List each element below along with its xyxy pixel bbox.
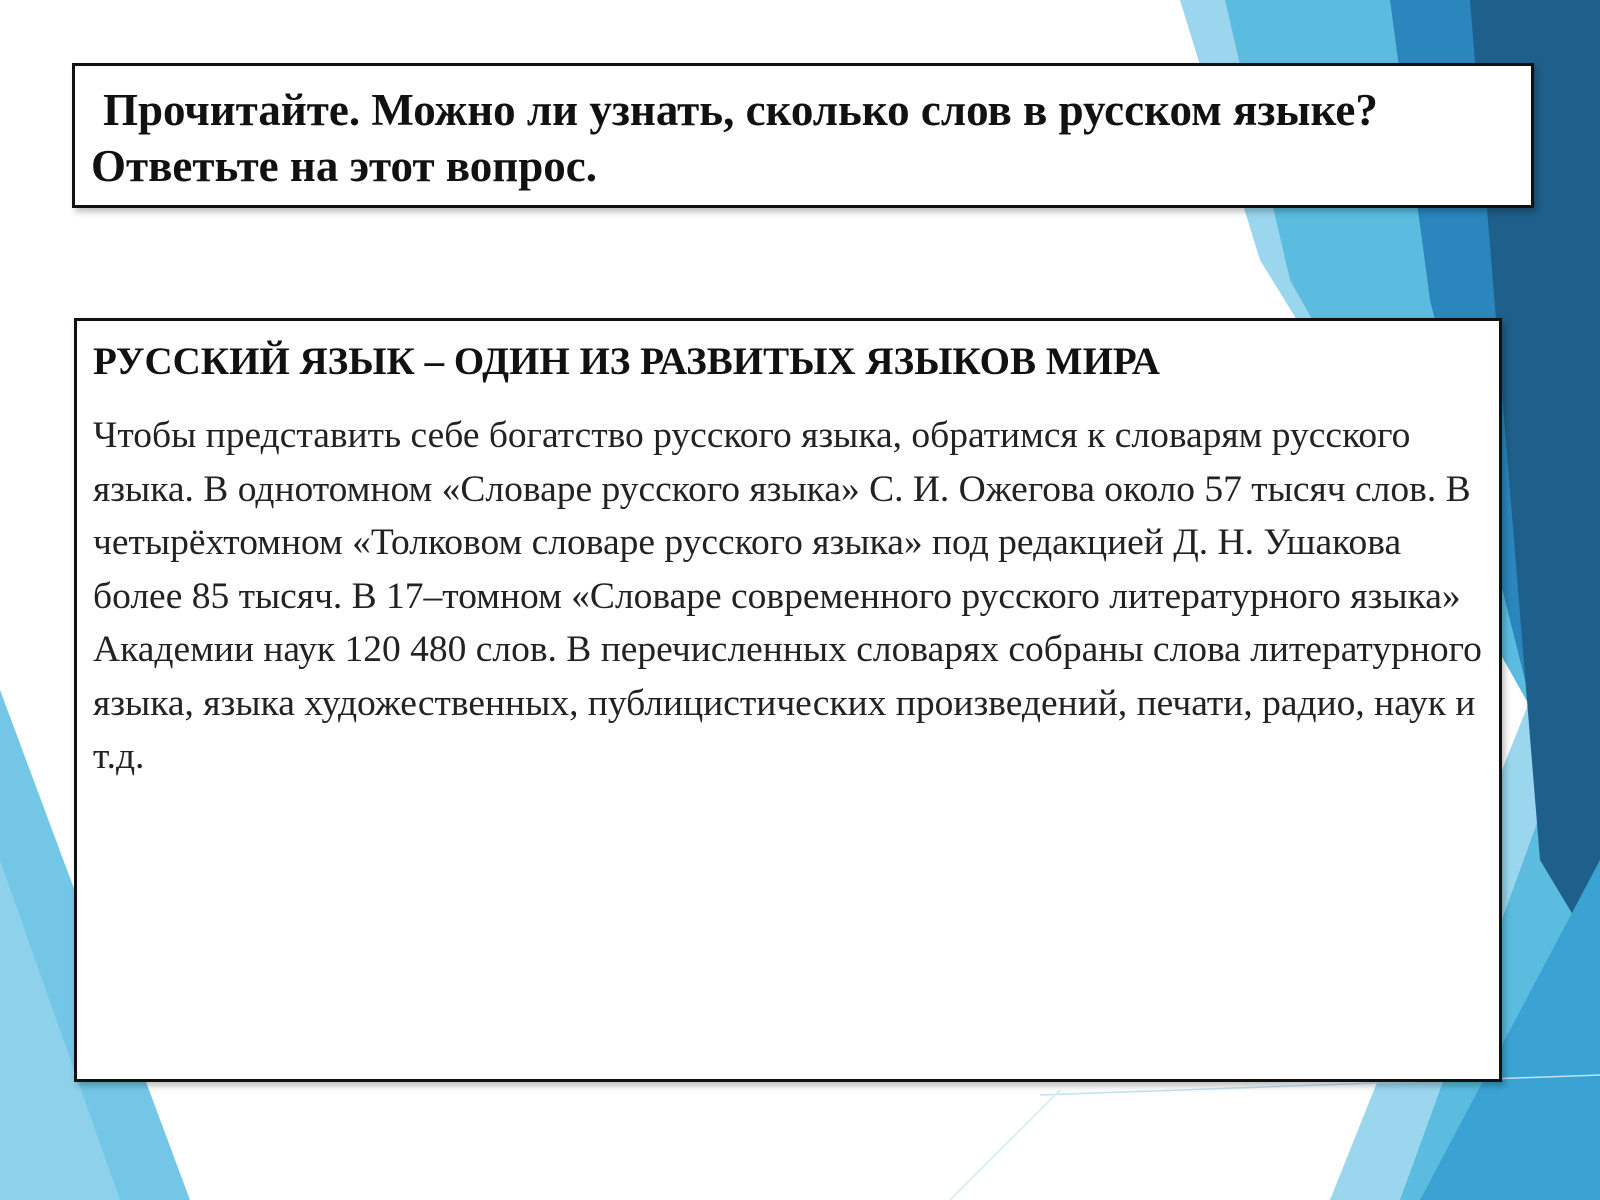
article-box <box>74 318 1502 1082</box>
task-text: Прочитайте. Можно ли узнать, сколько слов в русском языке? Ответьте на этот вопрос. <box>91 85 1378 191</box>
task-box <box>72 63 1534 208</box>
thin-line-decoration-2 <box>950 1090 1060 1200</box>
article-heading: РУССКИЙ ЯЗЫК – ОДИН ИЗ РАЗВИТЫХ ЯЗЫКОВ МИРА <box>93 340 1160 383</box>
article-body: Чтобы представить себе богатство русского языка, обратимся к словарям русского языка. В однотомном «Словаре русского языка» С. И. Ожегова около 57 тысяч слов. В четырёхтомном «Толковом словаре русского языка» под редакцией Д. Н. Ушакова более 85 тысяч. В 17–томном «Словаре современного русского литературного языка» Академии наук 120 480 слов. В перечисленных словарях собраны слова литературного языка, языка художественных, публицистических произведений, печати, радио, наук и т.д. <box>93 415 1482 777</box>
